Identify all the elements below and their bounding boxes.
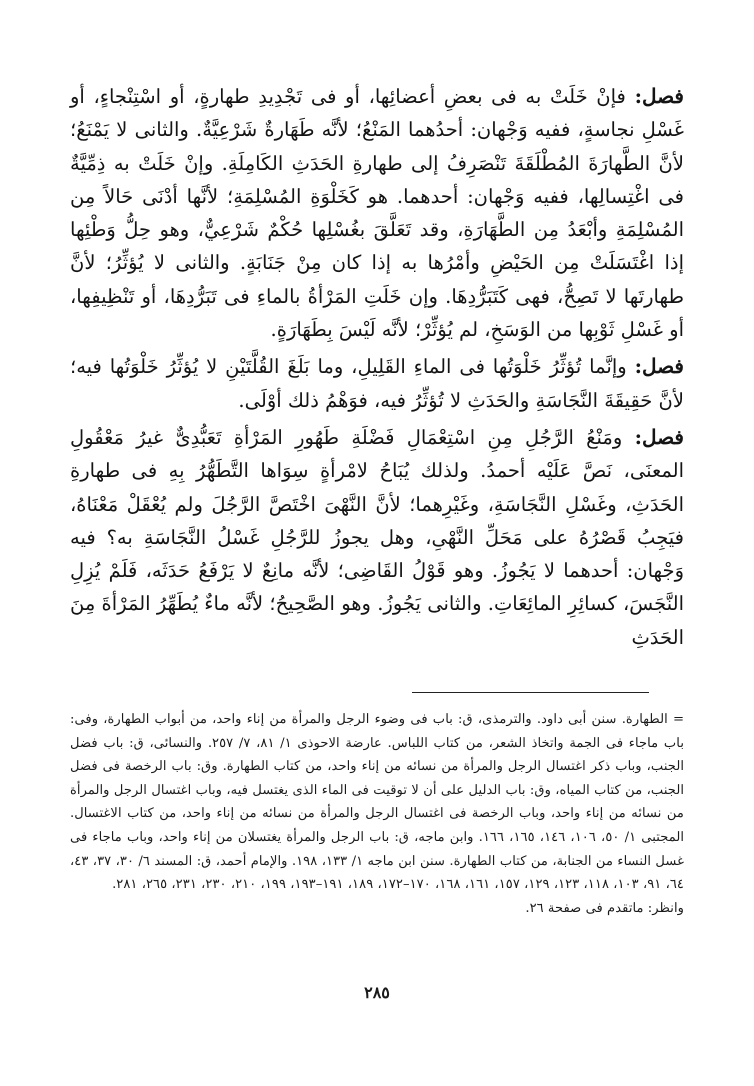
paragraph-1 — [70, 80, 684, 346]
section-keyword: فصل: — [634, 424, 684, 449]
footnote-text: = الطهارة. سنن أبى داود. والترمذى، ق: باب فى وضوء الرجل والمرأة من إناء واحد، من أبواب الطهارة، وفى: باب ماجاء فى الجمة واتخاذ الشعر، من كتاب اللباس. عارضة الاحوذى ١/ ٨١، ٧/ ٢٥٧. والنسائى، ق: باب فضل الجنب، وباب ذكر اغتسال الرجل والمرأة من نسائه من إناء واحد، من كتاب الطهارة. وق: باب الرخصة فى فضل الجنب، من كتاب المياه، وق: باب الدليل على أن لا توقيت فى الماء الذى يغتسل فيه، وباب اغتسال الرجل والمرأة من نسائه من إناء واحد، وباب الرخصة فى اغتسال الرجل والمرأة من نسائه من إناء واحد، من كتاب الاغتسال. المجتبى ١/ ٥٠، ١٠٦، ١٤٦، ١٦٥، ١٦٦. وابن ماجه، ق: باب الرجل والمرأة يغتسلان من إناء واحد، وباب ماجاء فى غسل النساء من الجنابة، من كتاب الطهارة. سنن ابن ماجه ١/ ١٣٣، ١٩٨. والإمام أحمد، ق: المسند ٦/ ٣٠، ٣٧، ٤٣، ٦٤، ٩١، ١٠٣، ١١٨، ١٢٣، ١٢٩، ١٥٧، ١٦١، ١٦٨، ١٧٠–١٧٢، ١٨٩، ١٩١–١٩٣، ١٩٩، ٢١٠، ٢٣٠، ٢٣١، ٢٦٥، ٢٨١. — [70, 712, 685, 893]
paragraph-2 — [70, 350, 684, 417]
footnote-text: وانظر: ماتقدم فى صفحة ٢٦. — [525, 900, 684, 916]
footnote-separator — [412, 692, 649, 693]
paragraph-text: فإنْ خَلَتْ به فى بعضِ أعضائِها، أو فى تَجْدِيدِ طهارةٍ، أو اسْتِنْجاءٍ، أو غَسْلِ نجاسةٍ، ففيه وَجْهان: أحدُهما المَنْعُ؛ لأنَّه طَهَارةٌ شَرْعِيَّةٌ. والثانى لا يَمْنَعُ؛ لأنَّ الطَّهارَةَ المُطْلَقَةَ تَنْصَرِفُ إلى طهارةِ الحَدَثِ الكَامِلَةِ. وإنْ خَلَتْ به ذِمِّيَّةٌ فى اغْتِسالِها، ففيه وَجْهان: أحدهما. هو كَخَلْوَةِ المُسْلِمَةِ؛ لأنَّها أدْنَى حَالاً مِن المُسْلِمَةِ وأبْعَدُ مِن الطَّهَارَةِ، وقد تَعَلَّقَ بغُسْلِها حُكْمٌ شَرْعِيٌّ، وهو حِلُّ وَطْئِها إذا اغْتَسَلَتْ مِن الحَيْضِ وأمْرُها به إذا كان مِنْ جَنَابَةٍ. والثانى لا يُؤثِّرُ؛ لأنَّ طهارتَها لا تَصِحُّ، فهى كَتَبَرُّدِهَا. وإن خَلَتِ المَرْأةُ بالماءِ فى تَبَرُّدِهَا، أو تَنْظِيفِها، أو غَسْلِ ثَوْبِها من الوَسَخِ، لم يُؤثِّرْ؛ لأنَّه لَيْسَ بِطَهَارَةٍ. — [70, 85, 684, 342]
page-number: ٢٨٥ — [364, 983, 390, 1002]
section-keyword: فصل: — [634, 84, 684, 108]
main-text — [70, 80, 684, 654]
footnotes — [70, 708, 684, 920]
paragraph-text: وإنَّما تُؤثِّرُ خَلْوَتُها فى الماءِ القَلِيلِ، وما بَلَغَ القُلَّتَيْنِ لا يُؤثِّرُ خَلْوَتُها فيه؛ لأنَّ حَقِيقَةَ النَّجَاسَةِ والحَدَثِ لا تُؤثِّرُ فيه، فوَهْمُ ذلك أوْلَى. — [70, 355, 684, 412]
section-keyword: فصل: — [634, 354, 684, 379]
paragraph-3 — [70, 421, 684, 654]
paragraph-text: ومَنْعُ الرَّجُلِ مِنِ اسْتِعْمَالِ فَضْلَةِ طَهُورِ المَرْأةِ تَعَبُّدِىٌّ غيرُ مَعْقُولِ المعنَى، نَصَّ عَلَيْه أحمدُ. ولذلك يُبَاحُ لامْرأةٍ سِوَاها التَّطَهُّرُ بِهِ فى طهارةِ الحَدَثِ، وغَسْلِ النَّجَاسَةِ، وغَيْرِهما؛ لأنَّ النَّهْىَ اخْتَصَّ الرَّجُلَ ولم يُعْقَلْ مَعْنَاهُ، فيَجِبُ قَصْرُهُ على مَحَلِّ النَّهْىِ، وهل يجوزُ للرَّجُلِ غَسْلُ النَّجَاسَةِ به؟ فيه وَجْهان: أحدهما لا يَجُوزُ. وهو قَوْلُ القَاضِى؛ لأنَّه مانِعٌ لا يَرْفَعُ حَدَثَه، فَلَمْ يُزِلِ النَّجَسَ، كسائِرِ المائِعَاتِ. والثانى يَجُوزُ. وهو الصَّحِيحُ؛ لأنَّه ماءٌ يُطَهِّرُ المَرْأةَ مِنَ الحَدَثِ — [70, 425, 684, 649]
